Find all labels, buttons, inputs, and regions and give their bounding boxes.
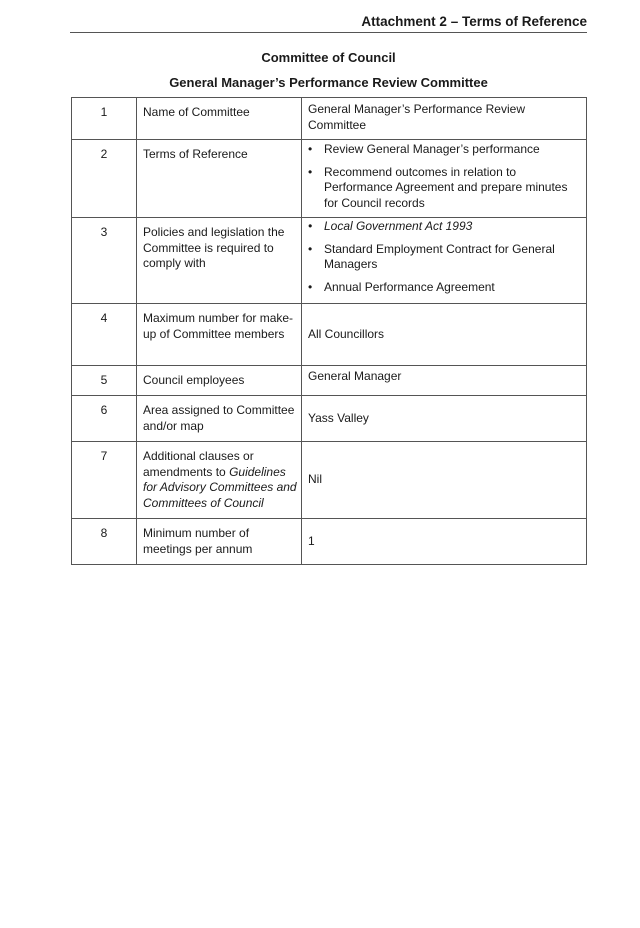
list-item: • Recommend outcomes in relation to Performance Agreement and prepare minutes for Council records <box>308 165 580 212</box>
row-number: 5 <box>72 366 137 396</box>
row-label: Minimum number of meetings per annum <box>137 519 302 565</box>
row-value: Nil <box>302 442 587 519</box>
row-number: 6 <box>72 396 137 442</box>
table-row <box>72 218 587 304</box>
terms-of-reference-table <box>71 97 587 565</box>
row-value: 1 <box>302 519 587 565</box>
document-title: Committee of Council <box>261 50 396 65</box>
list-item: • Standard Employment Contract for General Managers <box>308 242 580 273</box>
row-label <box>137 442 302 519</box>
table-row <box>72 442 587 519</box>
row-value <box>302 218 587 304</box>
table-row <box>72 140 587 218</box>
row-number: 3 <box>72 218 137 304</box>
row-number: 1 <box>72 98 137 140</box>
row-number: 7 <box>72 442 137 519</box>
guidelines-title: Guidelines for Advisory Committees and Committees of Council <box>143 464 297 510</box>
row-number: 2 <box>72 140 137 218</box>
row-label: Area assigned to Committee and/or map <box>137 396 302 442</box>
document-subtitle: General Manager’s Performance Review Committee <box>169 75 488 90</box>
list-item: • Review General Manager’s performance <box>308 142 580 158</box>
table-row <box>72 366 587 396</box>
row-label: Name of Committee <box>137 98 302 140</box>
row-label: Terms of Reference <box>137 140 302 218</box>
row-value: Yass Valley <box>302 396 587 442</box>
row-value: All Councillors <box>302 304 587 366</box>
row-value <box>302 140 587 218</box>
list-item: • Annual Performance Agreement <box>308 280 580 296</box>
row-number: 8 <box>72 519 137 565</box>
row-label-plain: Additional clauses or amendments to <box>143 449 254 479</box>
row-value: General Manager <box>302 366 587 396</box>
attachment-header: Attachment 2 – Terms of Reference <box>70 14 587 33</box>
table-row <box>72 396 587 442</box>
list-item: • Local Government Act 1993 <box>308 219 580 235</box>
row-number: 4 <box>72 304 137 366</box>
row-value: General Manager’s Performance Review Committee <box>302 98 587 140</box>
row-label: Maximum number for make-up of Committee members <box>137 304 302 366</box>
row-label: Council employees <box>137 366 302 396</box>
table-row <box>72 519 587 565</box>
table-row <box>72 304 587 366</box>
row-label: Policies and legislation the Committee is required to comply with <box>137 218 302 304</box>
table-row <box>72 98 587 140</box>
